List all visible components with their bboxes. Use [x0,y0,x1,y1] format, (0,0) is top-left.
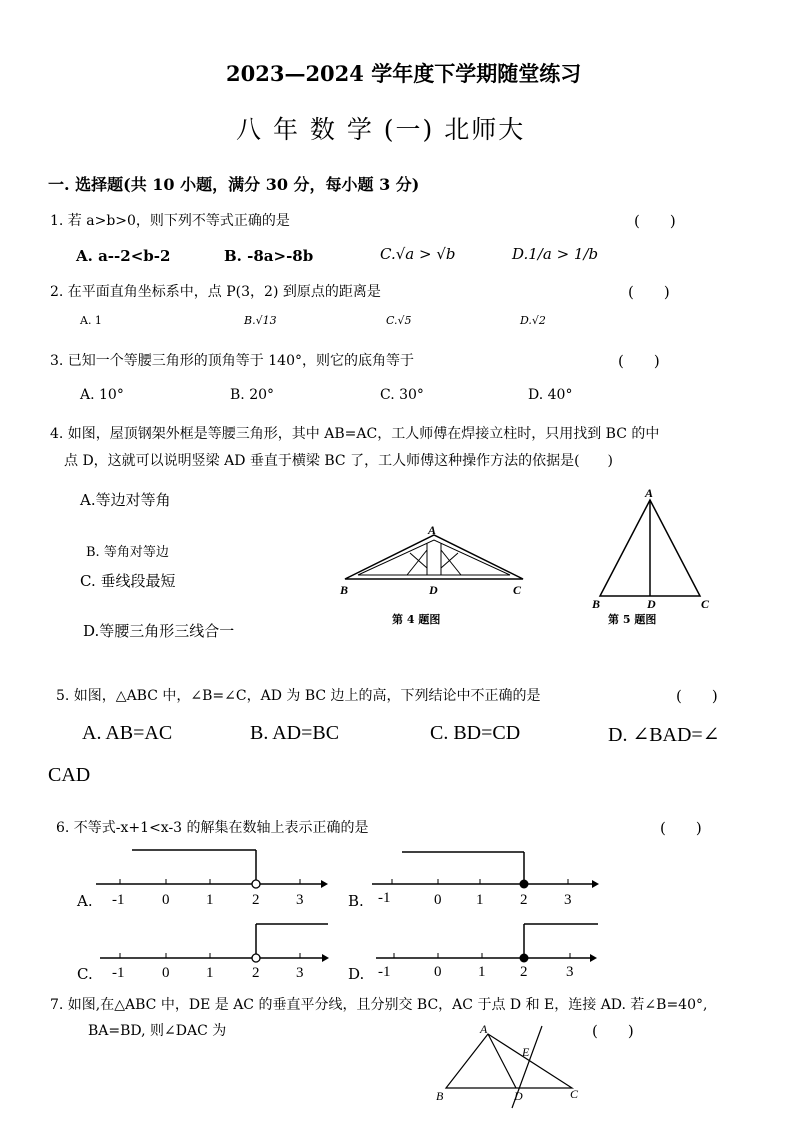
question-6-text: 6. 不等式-x+1<x-3 的解集在数轴上表示正确的是 [56,820,369,836]
q5-option-b: B. AD=BC [250,722,340,744]
line-a-tick-2: 2 [252,892,260,908]
q5-option-c: C. BD=CD [430,722,521,744]
answer-blank-6: ( ) [660,819,702,837]
line-c-tick-1: 1 [206,965,214,981]
line-d-tick-0: 0 [434,964,442,980]
q6-option-b-letter: B. [348,892,364,910]
line-c-tick-2: 2 [252,965,260,981]
answer-blank-3: ( ) [618,352,660,370]
question-7-line2: BA=BD, 则∠DAC 为 [88,1023,227,1039]
answer-blank-2: ( ) [628,283,670,301]
q3-option-b: B. 20° [230,387,275,403]
answer-blank-1: ( ) [634,212,676,230]
question-4-line1: 4. 如图，屋顶钢架外框是等腰三角形，其中 AB=AC，工人师傅在焊接立柱时，只用找到 BC 的中 [50,426,660,442]
question-1-text: 1. 若 a>b>0，则下列不等式正确的是 [50,213,290,229]
fig4-label-c: C [513,583,522,597]
q2-option-b: B.√13 [244,314,277,327]
roof-truss-figure [340,522,530,602]
line-c-tick-3: 3 [296,965,304,981]
line-b-tick-2: 2 [520,892,528,908]
q3-option-a: A. 10° [80,387,124,403]
q1-option-d: D.1/a > 1/b [512,245,599,263]
line-c-tick-0: 0 [162,965,170,981]
q1-option-c: C.√a > √b [380,245,456,263]
q4-option-a: A.等边对等角 [80,491,171,509]
fig5-label-c: C [701,597,710,611]
line-a-tick-3: 3 [296,892,304,908]
number-line-c [96,918,336,982]
q5-option-d-wrap: CAD [48,764,91,786]
fig5-label-d: D [647,597,656,611]
fig7-label-a: A [480,1022,488,1036]
line-b-tick-3: 3 [564,892,572,908]
q2-option-c: C.√5 [386,314,412,327]
number-line-b [352,846,602,910]
line-a-tick-neg1: -1 [112,892,125,908]
line-b-tick-0: 0 [434,892,442,908]
answer-blank-5: ( ) [676,687,718,705]
line-a-tick-1: 1 [206,892,214,908]
line-b-tick-1: 1 [476,892,484,908]
number-line-a [76,846,326,910]
line-a-tick-0: 0 [162,892,170,908]
question-2-text: 2. 在平面直角坐标系中，点 P(3，2) 到原点的距离是 [50,284,381,300]
line-d-tick-neg1: -1 [378,964,391,980]
q5-option-d: D. ∠BAD=∠ [608,724,720,746]
page-title: 2023—2024 学年度下学期随堂练习 [226,61,582,86]
q1-option-b: B. -8a>-8b [224,247,314,265]
q4-option-b: B. 等角对等边 [86,545,169,560]
q6-option-c-letter: C. [77,965,93,983]
fig4-caption: 第 4 题图 [392,613,441,626]
answer-blank-7: ( ) [592,1022,634,1040]
fig4-label-d: D [429,583,438,597]
fig4-label-a: A [428,523,437,537]
fig5-label-b: B [592,597,601,611]
fig7-label-e: E [522,1045,530,1059]
q6-option-d-letter: D. [348,965,365,983]
perpendicular-bisector-figure [430,1020,590,1110]
fig5-label-a: A [645,486,654,500]
question-4-line2: 点 D，这就可以说明竖梁 AD 垂直于横梁 BC 了，工人师傅这种操作方法的依据是( ) [64,453,613,469]
number-line-d [372,918,608,982]
isosceles-triangle-figure [588,486,718,612]
line-c-tick-neg1: -1 [112,965,125,981]
q4-option-c: C. 垂线段最短 [80,572,176,590]
section-heading: 一. 选择题(共 10 小题，满分 30 分，每小题 3 分) [48,175,420,194]
fig7-label-b: B [436,1089,444,1103]
q3-option-d: D. 40° [528,387,573,403]
q5-option-a: A. AB=AC [82,722,173,744]
question-3-text: 3. 已知一个等腰三角形的顶角等于 140°，则它的底角等于 [50,353,414,369]
fig7-label-d: D [514,1089,523,1103]
q6-option-a-letter: A. [77,892,93,910]
question-7-line1: 7. 如图,在△ABC 中，DE 是 AC 的垂直平分线，且分别交 BC，AC 于点 D 和 E，连接 AD. 若∠B=40°, [50,997,708,1013]
question-5-text: 5. 如图，△ABC 中，∠B=∠C，AD 为 BC 边上的高，下列结论中不正确的是 [56,688,541,704]
q1-option-a: A. a--2<b-2 [76,247,171,265]
fig7-label-c: C [570,1087,579,1101]
page-subtitle: 八 年 数 学 (一) 北师大 [236,115,526,144]
line-b-tick-neg1: -1 [378,890,391,906]
fig4-label-b: B [340,583,349,597]
line-d-tick-2: 2 [520,964,528,980]
fig5-caption: 第 5 题图 [608,613,657,626]
q2-option-d: D.√2 [520,314,546,327]
q2-option-a: A. 1 [80,314,102,327]
q3-option-c: C. 30° [380,387,424,403]
q4-option-d: D.等腰三角形三线合一 [83,622,235,640]
line-d-tick-3: 3 [566,964,574,980]
line-d-tick-1: 1 [478,964,486,980]
